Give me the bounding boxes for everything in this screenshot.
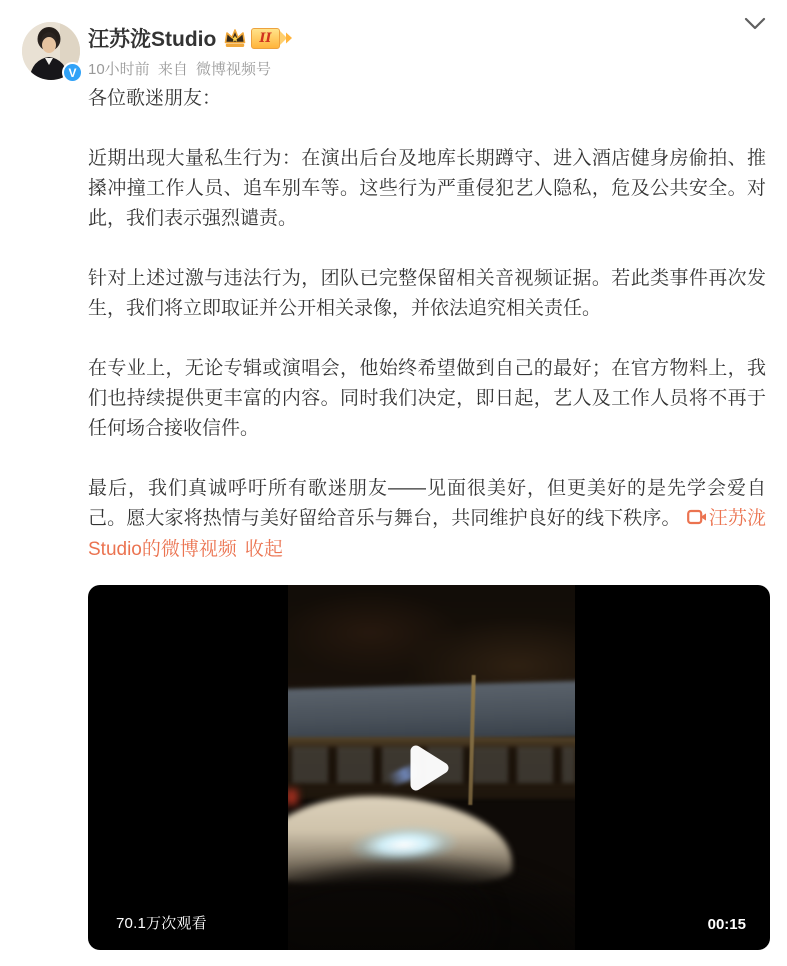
video-camera-icon bbox=[687, 505, 707, 535]
view-count: 70.1万次观看 bbox=[116, 915, 207, 932]
collapse-link[interactable]: 收起 bbox=[244, 539, 283, 560]
chevron-down-icon[interactable] bbox=[743, 16, 767, 32]
vip-badge-tail-icon bbox=[279, 28, 295, 48]
video-link-label: 汪苏泷Studio的微博视频 bbox=[88, 508, 766, 560]
avatar[interactable] bbox=[22, 22, 80, 80]
play-icon[interactable] bbox=[406, 741, 452, 795]
video-duration: 00:15 bbox=[707, 916, 746, 933]
header-info bbox=[88, 22, 295, 82]
post-header bbox=[22, 22, 765, 82]
paragraph: 在专业上，无论专辑或演唱会，他始终希望做到自己的最好；在官方物料上，我们也持续提供更丰富的内容。同时我们决定，即日起，艺人及工作人员将不再于任何场合接收信件。 bbox=[88, 358, 766, 439]
paragraph: 近期出现大量私生行为：在演出后台及地库长期蹲守、进入酒店健身房偷拍、推搡冲撞工作人员、追车别车等。这些行为严重侵犯艺人隐私，危及公共安全。对此，我们表示强烈谴责。 bbox=[88, 148, 766, 229]
vip-level-badge: II bbox=[251, 28, 279, 49]
video-player[interactable] bbox=[88, 585, 770, 950]
verified-badge-icon: V bbox=[62, 62, 83, 83]
username[interactable]: 汪苏泷Studio bbox=[88, 28, 217, 51]
post-body bbox=[88, 84, 766, 565]
source-label: 来自 bbox=[157, 61, 188, 78]
source-channel[interactable]: 微博视频号 bbox=[196, 61, 272, 78]
paragraph-text: 最后，我们真诚呼吁所有歌迷朋友——见面很美好，但更美好的是先学会爱自己。愿大家将热情与美好留给音乐与舞台，共同维护良好的线下秩序。 bbox=[88, 478, 766, 529]
paragraph bbox=[88, 474, 766, 565]
paragraph: 针对上述过激与违法行为，团队已完整保留相关音视频证据。若此类事件再次发生，我们将立即取证并公开相关录像，并依法追究相关责任。 bbox=[88, 268, 766, 319]
vip-crown-icon bbox=[222, 26, 248, 50]
player-footer bbox=[88, 884, 770, 950]
paragraph: 各位歌迷朋友： bbox=[88, 88, 222, 109]
scene-tail-light bbox=[288, 789, 298, 805]
timestamp: 10小时前 bbox=[88, 61, 150, 78]
scene-wall bbox=[288, 681, 575, 746]
post-meta bbox=[88, 58, 295, 79]
